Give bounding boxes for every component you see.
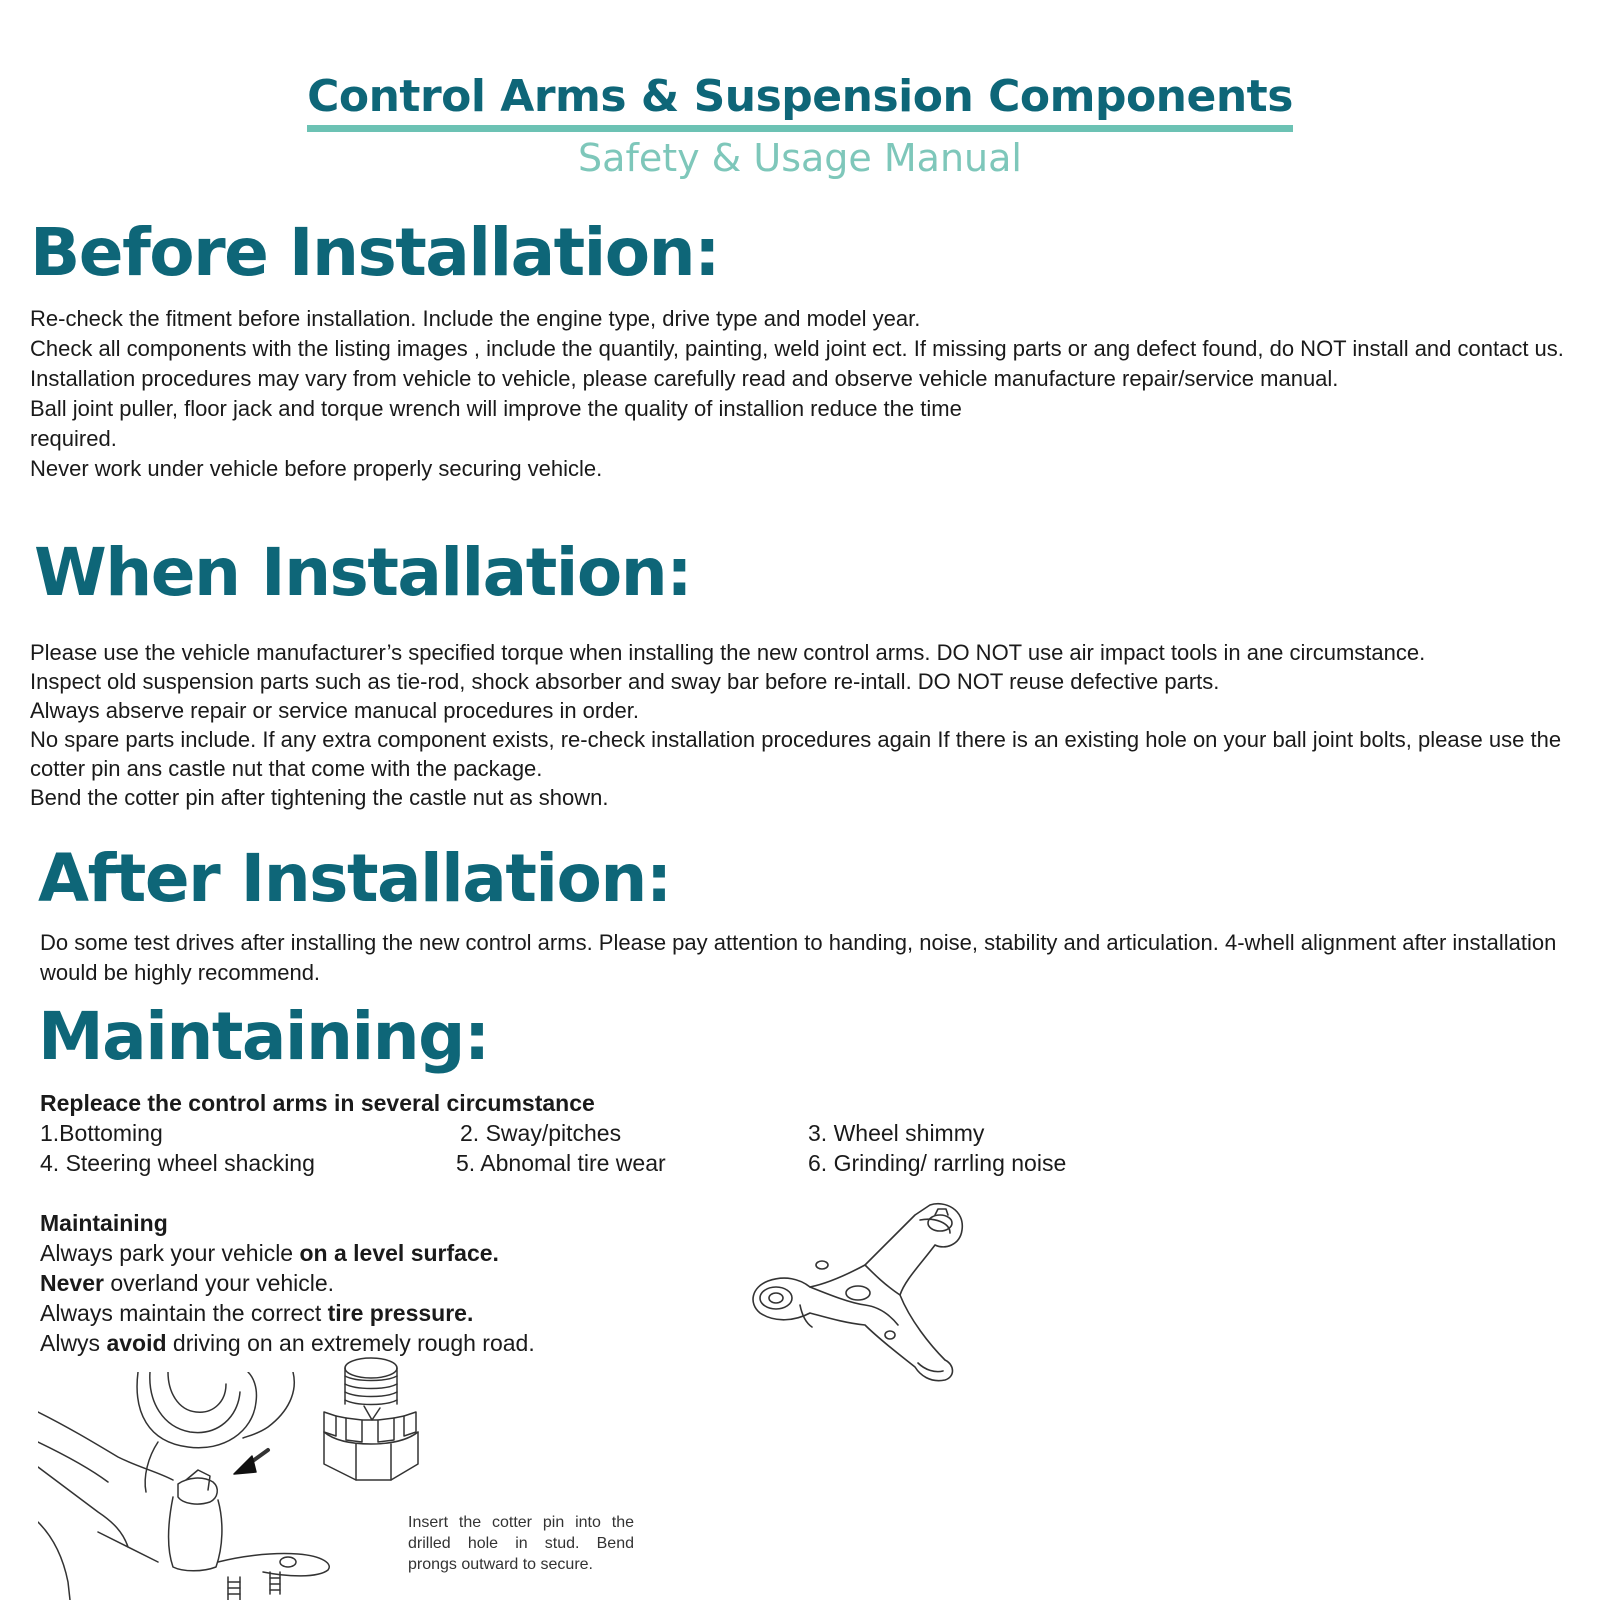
cotter-pin-caption: Insert the cotter pin into the drilled hole in stud. Bend prongs outward to secure. (408, 1514, 634, 1573)
ball-joint-illustration (38, 1372, 338, 1600)
reason-item: 3. Wheel shimmy (808, 1120, 985, 1146)
before-line: Installation procedures may vary from vehicle to vehicle, please carefully read and observe vehicle manufacture repair/service manual. (30, 366, 1339, 391)
when-line: Always abserve repair or service manucal procedures in order. (30, 698, 639, 723)
after-installation-text (40, 928, 1560, 988)
when-installation-heading: When Installation: (34, 534, 692, 611)
maintaining-heading: Maintaining: (38, 998, 489, 1075)
before-installation-heading: Before Installation: (30, 214, 720, 291)
page-header (0, 72, 1600, 179)
when-line: Please use the vehicle manufacturer’s specified torque when installing the new control arms. DO NOT use air impact tools in ane circumstance. (30, 640, 1426, 665)
castle-nut-illustration (316, 1352, 426, 1488)
reason-item: 2. Sway/pitches (460, 1120, 622, 1146)
maintaining-tips (40, 1208, 740, 1358)
before-line: Ball joint puller, floor jack and torque wrench will improve the quality of installion reduce the time (30, 396, 962, 421)
when-line: Inspect old suspension parts such as tie-rod, shock absorber and sway bar before re-intall. DO NOT reuse defective parts. (30, 669, 1220, 694)
tip-item: Alwys avoid driving on an extremely rough road. (40, 1330, 535, 1356)
when-line: Bend the cotter pin after tightening the castle nut as shown. (30, 785, 609, 810)
reason-item: 1.Bottoming (40, 1120, 163, 1146)
when-line: No spare parts include. If any extra component exists, re-check installation procedures again If there is an existing hole on your ball joint bolts, please use the cotter pin ans castle nut that come with the package. (30, 727, 1562, 781)
control-arm-illustration (740, 1195, 980, 1415)
when-installation-text (30, 638, 1575, 812)
before-line: Re-check the fitment before installation. Include the engine type, drive type and model year. (30, 306, 921, 331)
tip-item: Always park your vehicle on a level surface. (40, 1240, 499, 1266)
before-line: Never work under vehicle before properly securing vehicle. (30, 456, 603, 481)
reason-item: 5. Abnomal tire wear (456, 1150, 666, 1176)
reason-item: 4. Steering wheel shacking (40, 1150, 315, 1176)
tips-title: Maintaining (40, 1210, 168, 1236)
tip-item: Always maintain the correct tire pressure. (40, 1300, 474, 1326)
reason-item: 6. Grinding/ rarrling noise (808, 1150, 1067, 1176)
after-installation-heading: After Installation: (38, 840, 671, 917)
replace-title: Repleace the control arms in several circumstance (40, 1090, 595, 1116)
tip-item: Never overland your vehicle. (40, 1270, 335, 1296)
before-line: required. (30, 426, 117, 451)
document-subtitle: Safety & Usage Manual (578, 135, 1022, 180)
after-text: Do some test drives after installing the new control arms. Please pay attention to handing, noise, stability and articulation. 4-whell alignment after installation would be highly recommend. (40, 930, 1557, 985)
document-title: Control Arms & Suspension Components (307, 72, 1293, 132)
replace-title-block (40, 1088, 940, 1118)
before-line: Check all components with the listing images , include the quantily, painting, weld joint ect. If missing parts or ang defect found, do NOT install and contact us. (30, 336, 1564, 361)
before-installation-text (30, 304, 1575, 484)
